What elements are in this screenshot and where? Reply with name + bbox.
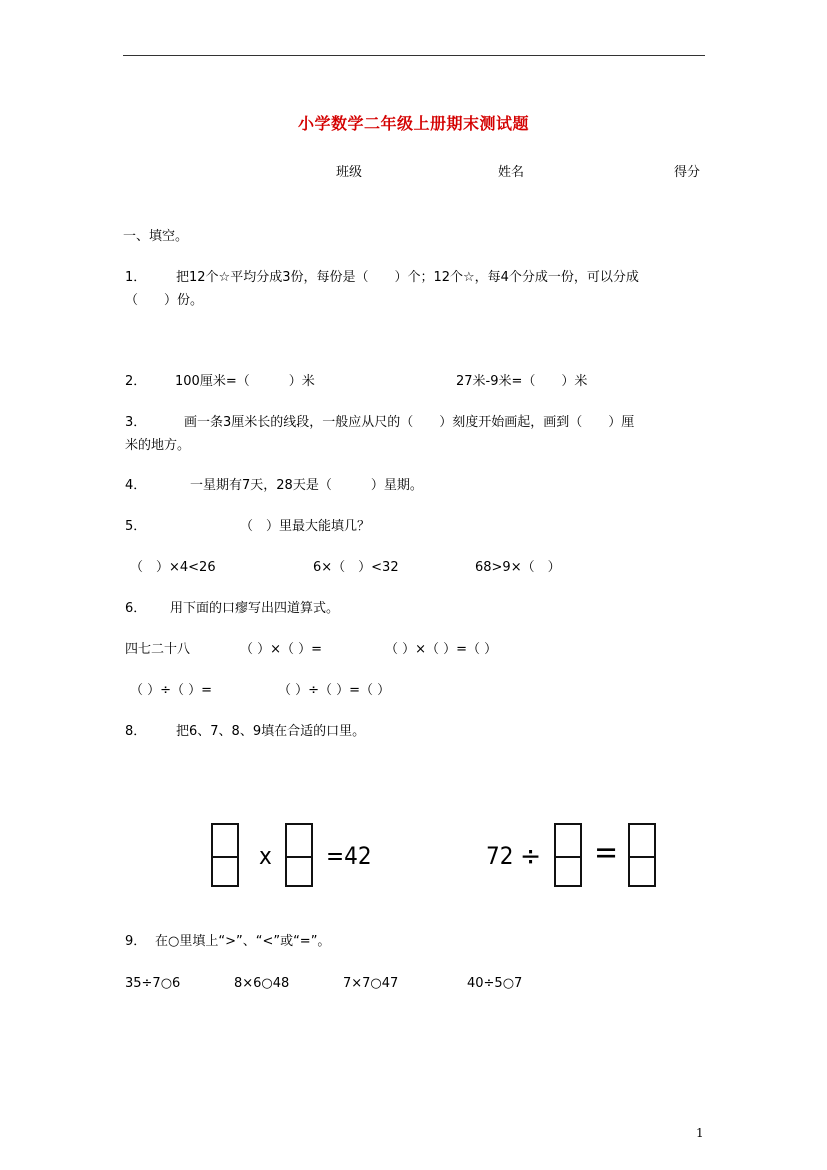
page-title: 小学数学二年级上册期末测试题 — [297, 114, 529, 133]
equals-42: =42 — [326, 842, 372, 870]
question-6-text: 用下面的口瘳写出四道算式。 — [170, 601, 340, 616]
question-number: 1． — [125, 270, 147, 285]
score-field-label: 得分 — [674, 165, 701, 180]
equals-sign: = — [594, 833, 619, 871]
question-4-text: 一星期有7天，28天是（ ）星期。 — [190, 478, 423, 493]
divide-sign: ÷ — [520, 839, 542, 872]
question-number: 3． — [125, 415, 147, 430]
question-number: 4． — [125, 478, 147, 493]
question-2-part-a: 100厘米=（ ）米 — [175, 374, 315, 389]
question-9-item: 35÷7○6 — [125, 976, 181, 991]
question-8-text: 把6、7、8、9填在合适的口里。 — [176, 724, 366, 739]
question-1-line-2: （ ）份。 — [125, 293, 204, 308]
page-number: 1 — [696, 1126, 704, 1140]
question-5-item: 6×（ ）<32 — [313, 560, 399, 575]
question-6-equation: （ ）×（ ）=（ ） — [385, 642, 498, 657]
question-number: 2． — [125, 374, 147, 389]
question-1-line-1: 把12个☆平均分成3份，每份是（ ）个；12个☆，每4个分成一份，可以分成 — [176, 270, 639, 285]
question-2-part-b: 27米-9米=（ ）米 — [456, 374, 588, 389]
question-6-equation: （ ）÷（ ）=（ ） — [278, 683, 391, 698]
question-5-text: （ ）里最大能填几？ — [240, 519, 371, 534]
answer-box[interactable] — [554, 823, 582, 887]
question-5-item: 68>9×（ ） — [475, 560, 561, 575]
question-9-item: 7×7○47 — [343, 976, 399, 991]
answer-box[interactable] — [285, 823, 313, 887]
name-field-label: 姓名 — [498, 165, 525, 180]
question-9-item: 8×6○48 — [234, 976, 290, 991]
question-number: 8． — [125, 724, 147, 739]
question-3-line-1: 画一条3厘米长的线段，一般应从尺的（ ）刻度开始画起，画到（ ）厘 — [184, 415, 635, 430]
question-number: 6． — [125, 601, 147, 616]
question-6-digits: 四七二十八 — [125, 642, 191, 657]
question-5-item: （ ）×4<26 — [130, 560, 216, 575]
header-rule — [123, 55, 705, 56]
question-9-text: 在○里填上“>”、“<”或“=”。 — [155, 934, 331, 949]
question-6-equation: （ ）÷（ ）= — [130, 683, 213, 698]
question-9-item: 40÷5○7 — [467, 976, 523, 991]
question-number: 5． — [125, 519, 147, 534]
answer-box[interactable] — [628, 823, 656, 887]
question-3-line-2: 米的地方。 — [125, 438, 191, 453]
answer-box[interactable] — [211, 823, 239, 887]
section-heading: 一、填空。 — [123, 229, 189, 244]
question-6-equation: （ ）×（ ）= — [240, 642, 323, 657]
question-number: 9． — [125, 934, 147, 949]
times-sign: x — [259, 842, 272, 870]
number-72: 72 — [486, 842, 514, 870]
class-field-label: 班级 — [336, 165, 363, 180]
